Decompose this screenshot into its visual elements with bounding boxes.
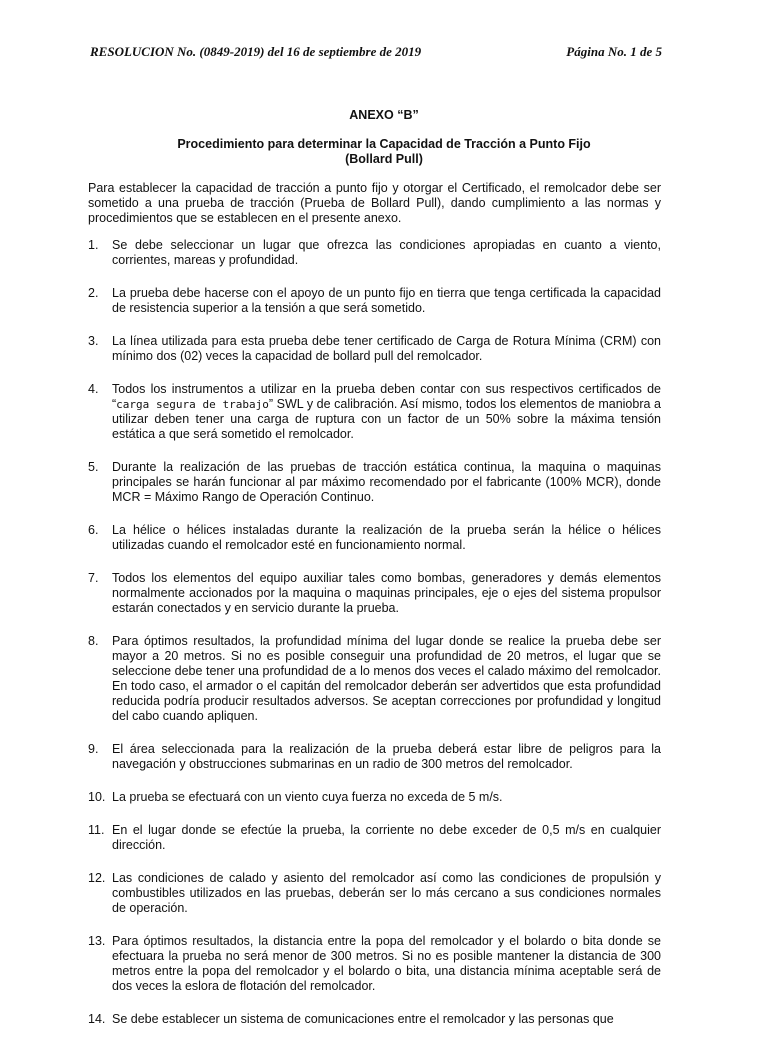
list-item — [88, 382, 661, 442]
list-item — [88, 790, 661, 805]
list-item-number: 10. — [88, 790, 106, 804]
list-item-number: 2. — [88, 286, 99, 300]
list-item — [88, 571, 661, 616]
list-item-text-part: ” SWL y de calibración. Así mismo, todos los elementos de maniobra a utilizar deben tener una carga de ruptura con un factor de un 50% sobre la máxima tensión estática a que será sometido el remolcador. — [112, 397, 661, 441]
list-item-text: La línea utilizada para esta prueba debe tener certificado de Carga de Rotura Mínima (CRM) con mínimo dos (02) veces la capacidad de bollard pull del remolcador. — [112, 334, 661, 363]
list-item — [88, 286, 661, 316]
page-header — [90, 44, 662, 60]
list-item-text: El área seleccionada para la realización de la prueba deberá estar libre de peligros para la navegación y obstrucciones submarinas en un radio de 300 metros del remolcador. — [112, 742, 661, 771]
list-item-text: Las condiciones de calado y asiento del remolcador así como las condiciones de propulsión y combustibles utilizados en las pruebas, deberán ser lo más cercano a sus condiciones normales de operación. — [112, 871, 661, 915]
list-item-number: 13. — [88, 934, 106, 948]
procedure-title-line-1: Procedimiento para determinar la Capacidad de Tracción a Punto Fijo — [177, 137, 591, 151]
list-item — [88, 871, 661, 916]
list-item — [88, 238, 661, 268]
list-item-text: En el lugar donde se efectúe la prueba, la corriente no debe exceder de 0,5 m/s en cualquier dirección. — [112, 823, 661, 852]
list-item-number: 8. — [88, 634, 99, 648]
list-item-number: 3. — [88, 334, 99, 348]
list-item-text: La prueba se efectuará con un viento cuya fuerza no exceda de 5 m/s. — [112, 790, 503, 804]
list-item — [88, 334, 661, 364]
list-item — [88, 460, 661, 505]
list-item-text: Para óptimos resultados, la distancia entre la popa del remolcador y el bolardo o bita donde se efectuara la prueba no será menor de 300 metros. Si no es posible mantener la distancia de 300 metros entre la popa del remolcador y el bolardo o bita, una distancia mínima aceptable será de dos veces la eslora de flotación del remolcador. — [112, 934, 661, 993]
list-item-number: 6. — [88, 523, 99, 537]
list-item-number: 9. — [88, 742, 99, 756]
list-item-number: 7. — [88, 571, 99, 585]
list-item-text: La prueba debe hacerse con el apoyo de un punto fijo en tierra que tenga certificada la capacidad de resistencia superior a la tensión a que será sometido. — [112, 286, 661, 315]
list-item-number: 12. — [88, 871, 106, 885]
list-item — [88, 523, 661, 553]
list-item-number: 11. — [88, 823, 105, 837]
intro-paragraph: Para establecer la capacidad de tracción a punto fijo y otorgar el Certificado, el remolcador debe ser sometido a una prueba de tracción (Prueba de Bollard Pull), dando cumplimiento a las normas y procedimientos que se establecen en el presente anexo. — [88, 181, 661, 225]
list-item-number: 4. — [88, 382, 99, 396]
list-item-text: La hélice o hélices instaladas durante la realización de la prueba serán la hélice o hélices utilizadas cuando el remolcador esté en funcionamiento normal. — [112, 523, 661, 552]
page-number: Página No. 1 de 5 — [566, 44, 662, 59]
resolution-reference: RESOLUCION No. (0849-2019) del 16 de septiembre de 2019 — [90, 44, 422, 59]
list-item-text: Todos los elementos del equipo auxiliar tales como bombas, generadores y demás elementos normalmente accionados por la maquina o maquinas principales, eje o ejes del sistema propulsor estarán conectados y en servicio durante la prueba. — [112, 571, 661, 615]
procedure-list — [88, 238, 661, 1045]
swl-term: carga segura de trabajo — [116, 398, 269, 411]
list-item-number: 5. — [88, 460, 99, 474]
list-item-text-part: Todos los instrumentos a utilizar en la prueba deben contar con sus respectivos certificados de “ — [112, 382, 661, 411]
list-item — [88, 1012, 661, 1027]
list-item-text: Se debe establecer un sistema de comunicaciones entre el remolcador y las personas que — [112, 1012, 614, 1026]
list-item-number: 14. — [88, 1012, 106, 1026]
list-item — [88, 823, 661, 853]
list-item-number: 1. — [88, 238, 99, 252]
list-item-text: Se debe seleccionar un lugar que ofrezca las condiciones apropiadas en cuanto a viento, corrientes, mareas y profundidad. — [112, 238, 661, 267]
list-item-text: Durante la realización de las pruebas de tracción estática continua, la maquina o maquinas principales se harán funcionar al par máximo recomendado por el fabricante (100% MCR), donde MCR = Máximo Rango de Operación Continuo. — [112, 460, 661, 504]
list-item — [88, 934, 661, 994]
list-item — [88, 742, 661, 772]
procedure-title — [160, 137, 608, 167]
list-item — [88, 634, 661, 724]
list-item-text — [112, 382, 661, 442]
procedure-title-line-2: (Bollard Pull) — [345, 152, 423, 166]
annex-title: ANEXO “B” — [349, 108, 419, 122]
list-item-text: Para óptimos resultados, la profundidad mínima del lugar donde se realice la prueba debe ser mayor a 20 metros. Si no es posible conseguir una profundidad de 20 metros, el lugar que se seleccione debe tener una profundidad de a lo menos dos veces el calado máximo del remolcador. En todo caso, el armador o el capitán del remolcador deberán ser advertidos que esta profundidad reducida podría producir resultados adversos. Se aceptan correcciones por profundidad y longitud del cabo cuando apliquen. — [112, 634, 661, 723]
